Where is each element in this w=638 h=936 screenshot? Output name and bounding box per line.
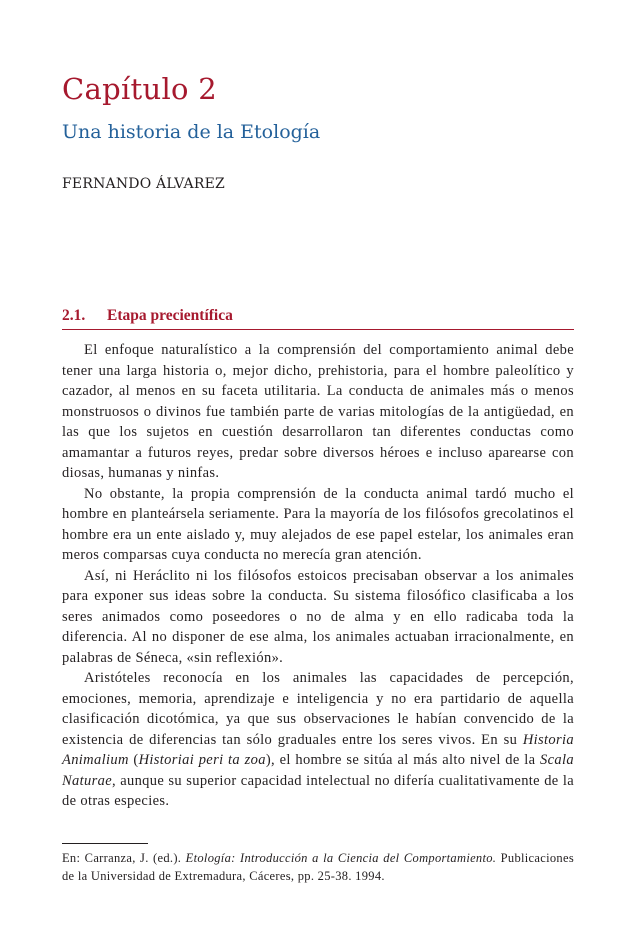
italic-text: Scala Naturae bbox=[62, 752, 575, 789]
paragraph bbox=[62, 668, 574, 812]
footnote bbox=[62, 849, 574, 885]
italic-text: Etología: Introducción a la Ciencia del Comportamiento. bbox=[185, 851, 497, 865]
italic-text: Historia Animalium bbox=[62, 731, 574, 768]
text-run: Así, ni Heráclito ni los filósofos estoicos precisaban observar a los animales para exponer sus ideas sobre la conducta. Su sistema filosófico clasificaba a los seres animados como poseedores o no de alma y en ello radicaba toda la diferencia. Al no disponer de ese alma, los animales actuaban irracionalmente, en palabras de Séneca, «sin reflexión». bbox=[62, 567, 574, 666]
italic-text: Historiai peri ta zoa bbox=[138, 752, 266, 768]
footnote-divider bbox=[62, 843, 148, 844]
text-run: Publicaciones de la Universidad de Extremadura, Cáceres, pp. 25-38. 1994. bbox=[62, 851, 574, 883]
paragraph bbox=[62, 566, 574, 669]
text-run: Aristóteles reconocía en los animales las capacidades de percepción, emociones, memoria, aprendizaje e inteligencia y no era partidario de aquella clasificación dicotómica, ya que sus observaciones le habían convencido de la existencia de diferencias tan sólo graduales entre los seres vivos. En su bbox=[62, 670, 574, 748]
section-title: Etapa precientífica bbox=[107, 307, 233, 324]
text-run: ), el hombre se sitúa al más alto nivel de la bbox=[265, 752, 541, 768]
text-run: En: Carranza, J. (ed.). bbox=[62, 851, 186, 865]
section-heading bbox=[62, 307, 574, 330]
text-run: , aunque su superior capacidad intelectual no difería cualitativamente de la de otras especies. bbox=[62, 772, 574, 809]
paragraph bbox=[62, 484, 574, 566]
chapter-title: Una historia de la Etología bbox=[62, 121, 321, 143]
text-run: ( bbox=[128, 752, 139, 768]
chapter-label: Capítulo 2 bbox=[62, 72, 218, 106]
body-text bbox=[62, 340, 574, 812]
text-run: No obstante, la propia comprensión de la conducta animal tardó mucho el hombre en planteársela seriamente. Para la mayoría de los filósofos grecolatinos el hombre era un ente aislado y, muy alejados de ese papel estelar, los animales eran meros comparsas cuya conducta no merecía gran atención. bbox=[62, 485, 574, 563]
section-number: 2.1. bbox=[62, 307, 86, 324]
paragraph bbox=[62, 340, 574, 484]
footnote-text bbox=[62, 849, 574, 885]
author-name: FERNANDO ÁLVAREZ bbox=[62, 176, 225, 192]
text-run: El enfoque naturalístico a la comprensión del comportamiento animal debe tener una larga historia o, mejor dicho, prehistoria, para el hombre paleolítico y cazador, al menos en su faceta utilitaria. La conducta de animales más o menos monstruosos o divinos fue también parte de varias mitologías de la antigüedad, en las que los sujetos en cuestión desarrollaron tan diferentes conductas como amamantar a futuros reyes, predar sobre diversos héroes e incluso aparearse con diosas, humanas y ninfas. bbox=[62, 342, 574, 481]
